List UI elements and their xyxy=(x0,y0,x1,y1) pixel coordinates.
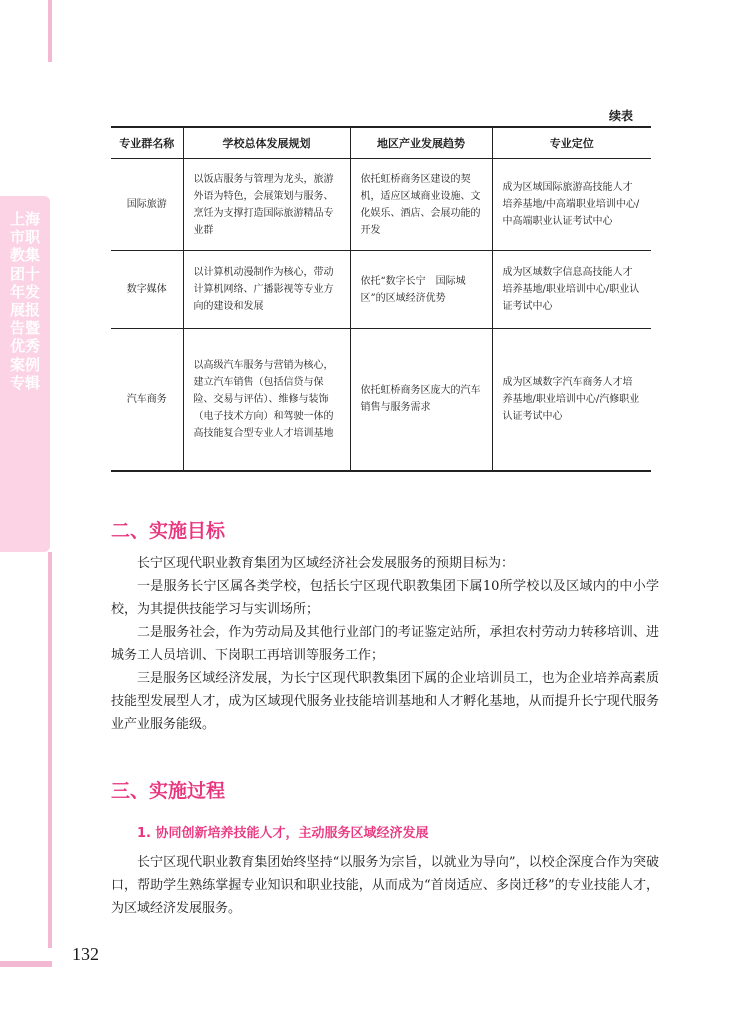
table-header-row xyxy=(111,127,651,159)
table-row xyxy=(111,329,651,471)
side-margin-line xyxy=(48,552,52,948)
table-cell: 数字媒体 xyxy=(111,251,183,329)
column-header: 专业群名称 xyxy=(111,127,183,159)
column-header: 地区产业发展趋势 xyxy=(350,127,492,159)
page-number-bar xyxy=(0,961,52,967)
table-cell: 以高级汽车服务与营销为核心，建立汽车销售（包括信贷与保险、交易与评估）、维修与装饰（电子技术方向）和驾驶一体的高技能复合型专业人才培训基地 xyxy=(183,329,350,471)
table-cell: 国际旅游 xyxy=(111,159,183,251)
page-number: 132 xyxy=(72,944,99,964)
section-heading: 三、实施过程 xyxy=(111,780,226,802)
table-cell: 依托“数字长宁 国际城区”的区域经济优势 xyxy=(350,251,492,329)
column-header: 专业定位 xyxy=(492,127,651,159)
table-cell: 以饭店服务与管理为龙头，旅游外语为特色，会展策划与服务、烹饪为支撑打造国际旅游精品专业群 xyxy=(183,159,350,251)
table-cell: 以计算机动漫制作为核心，带动计算机网络、广播影视等专业方向的建设和发展 xyxy=(183,251,350,329)
table-cell: 成为区域数字信息高技能人才培养基地/职业培训中心/职业认证考试中心 xyxy=(492,251,651,329)
table-cell: 汽车商务 xyxy=(111,329,183,471)
table-cell: 依托虹桥商务区庞大的汽车销售与服务需求 xyxy=(350,329,492,471)
table-row xyxy=(111,159,651,251)
table-row xyxy=(111,251,651,329)
top-margin-line xyxy=(48,0,52,62)
body-paragraph: 三是服务区域经济发展，为长宁区现代职教集团下属的企业培训员工，也为企业培养高素质技能型发展型人才，成为区域现代服务业技能培训基地和人才孵化基地，从而提升长宁现代服务业产业服务能级。 xyxy=(111,671,659,732)
section-heading: 二、实施目标 xyxy=(111,520,226,542)
body-paragraph: 二是服务社会，作为劳动局及其他行业部门的考证鉴定站所，承担农村劳动力转移培训、进城务工人员培训、下岗职工再培训等服务工作； xyxy=(111,625,659,663)
body-paragraph: 长宁区现代职业教育集团始终坚持“以服务为宗旨，以就业为导向”，以校企深度合作为突破口，帮助学生熟练掌握专业知识和职业技能，从而成为“首岗适应、多岗迁移”的专业技能人才，为区域经济发展服务。 xyxy=(111,855,659,916)
column-header: 学校总体发展规划 xyxy=(183,127,350,159)
data-table xyxy=(111,126,651,472)
table-cell: 依托虹桥商务区建设的契机，适应区域商业设施、文化娱乐、酒店、会展功能的开发 xyxy=(350,159,492,251)
table-cell: 成为区域数字汽车商务人才培养基地/职业培训中心/汽修职业认证考试中心 xyxy=(492,329,651,471)
sidebar-series-title: 上海市职教集团十年发展报告暨优秀案例专辑 xyxy=(9,210,40,392)
table-caption: 续表 xyxy=(609,109,634,123)
body-paragraph: 一是服务长宁区属各类学校，包括长宁区现代职教集团下属10所学校以及区域内的中小学校，为其提供技能学习与实训场所； xyxy=(111,579,659,617)
body-paragraph: 长宁区现代职业教育集团为区域经济社会发展服务的预期目标为： xyxy=(137,556,515,571)
table-cell: 成为区域国际旅游高技能人才培养基地/中高端职业培训中心/中高端职业认证考试中心 xyxy=(492,159,651,251)
subsection-heading: 1. 协同创新培养技能人才，主动服务区域经济发展 xyxy=(137,826,429,841)
